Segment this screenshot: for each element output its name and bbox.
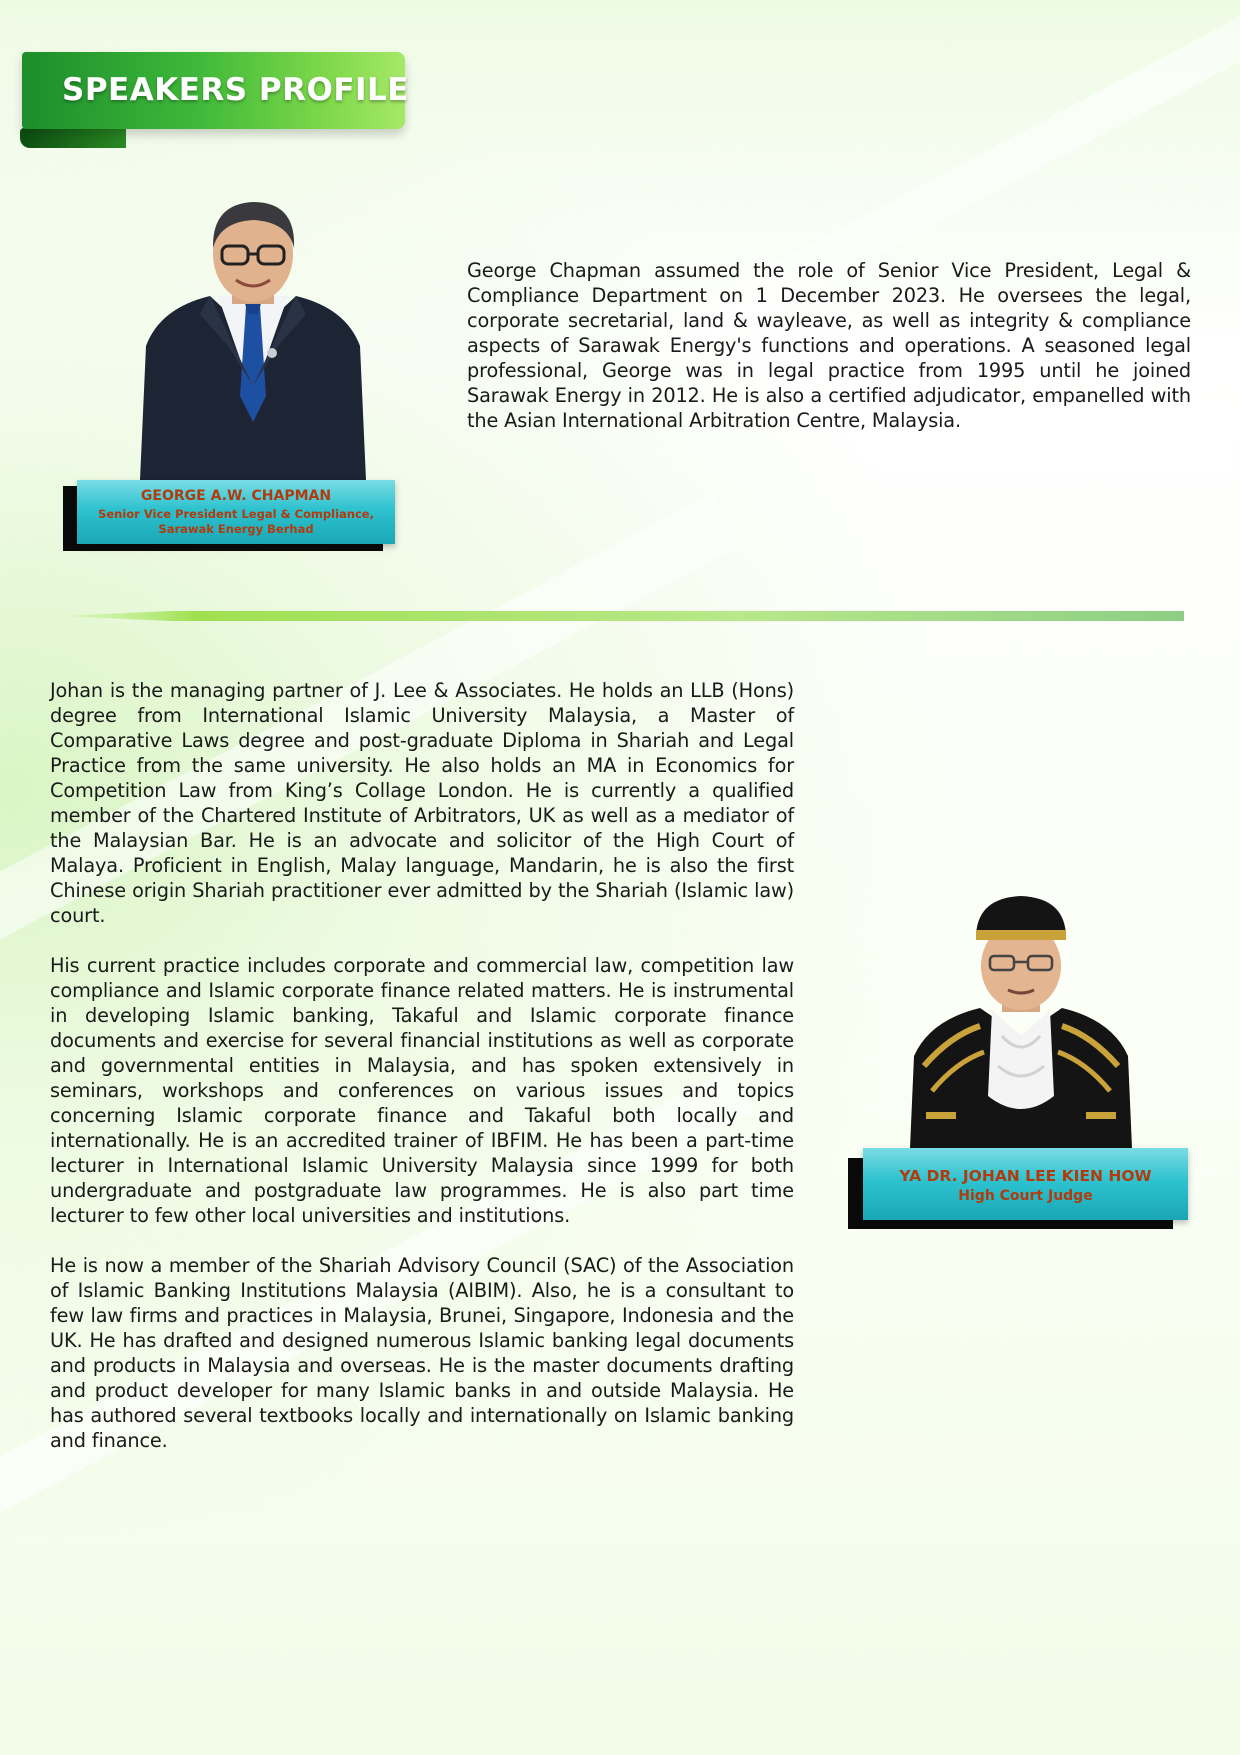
- speaker-photo-chapman: [140, 196, 366, 480]
- speaker-name: GEORGE A.W. CHAPMAN: [140, 488, 332, 504]
- speaker-bio-chapman: [467, 258, 1191, 433]
- name-tag-lee: [863, 1148, 1188, 1220]
- bio-paragraph: George Chapman assumed the role of Senior Vice President, Legal & Compliance Department on 1 December 2023. He oversees the legal, corporate secretarial, land & wayleave, as well as integrity & compliance aspects of Sarawak Energy's functions and operations. A seasoned legal professional, George was in legal practice from 1995 until he joined Sarawak Energy in 2012. He is also a certified adjudicator, empanelled with the Asian International Arbitration Centre, Malaysia.: [467, 259, 1191, 432]
- bio-paragraph: His current practice includes corporate and commercial law, competition law compliance and Islamic corporate finance related matters. He is instrumental in developing Islamic banking, Takaful and Islamic corporate finance documents and exercise for several financial institutions as well as corporate and governmental entities in Malaysia, and has spoken extensively in seminars, workshops and conferences on various issues and topics concerning Islamic corporate finance and Takaful both locally and internationally. He is an accredited trainer of IBFIM. He has been a part-time lecturer in International Islamic University Malaysia since 1999 for both undergraduate and postgraduate law programmes. He is also part time lecturer to few other local universities and institutions.: [50, 954, 794, 1227]
- name-tag-chapman: [77, 480, 395, 544]
- bio-paragraph: He is now a member of the Shariah Advisory Council (SAC) of the Association of Islamic Banking Institutions Malaysia (AIBIM). Also, he is a consultant to few law firms and practices in Malaysia, Brunei, Singapore, Indonesia and the UK. He has drafted and designed numerous Islamic banking legal documents and products in Malaysia and overseas. He is the master documents drafting and product developer for many Islamic banks in and outside Malaysia. He has authored several textbooks locally and internationally on Islamic banking and finance.: [50, 1254, 794, 1452]
- speaker-organization: Sarawak Energy Berhad: [158, 522, 314, 536]
- speaker-bio-lee: [50, 678, 794, 1453]
- banner-fold: [20, 128, 126, 148]
- speaker-role: High Court Judge: [958, 1188, 1093, 1204]
- speaker-name: YA DR. JOHAN LEE KIEN HOW: [899, 1167, 1152, 1185]
- bio-paragraph: Johan is the managing partner of J. Lee & Associates. He holds an LLB (Hons) degree from International Islamic University Malaysia, a Master of Comparative Laws degree and post-graduate Diploma in Shariah and Legal Practice from the same university. He also holds an MA in Economics for Competition Law from King’s Collage London. He is currently a qualified member of the Chartered Institute of Arbitrators, UK as well as a mediator of the Malaysian Bar. He is an advocate and solicitor of the High Court of Malaya. Proficient in English, Malay language, Mandarin, he is also the first Chinese origin Shariah practitioner ever admitted by the Shariah (Islamic law) court.: [50, 679, 794, 927]
- section-divider: [62, 611, 1184, 621]
- banner-ribbon: [22, 52, 409, 129]
- speaker-role: Senior Vice President Legal & Compliance,: [98, 507, 374, 521]
- speaker-photo-lee: [910, 886, 1132, 1148]
- page-title: SPEAKERS PROFILE: [62, 72, 409, 108]
